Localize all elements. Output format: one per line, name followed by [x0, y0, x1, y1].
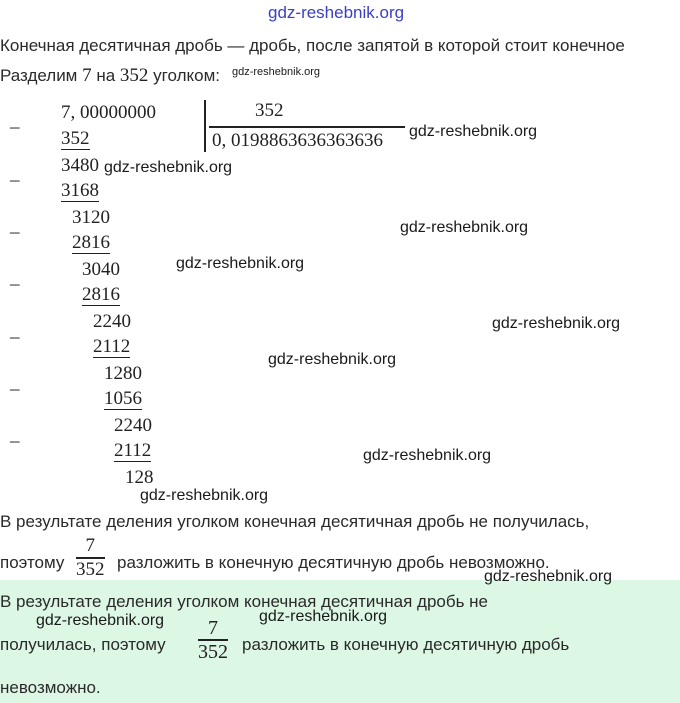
watermark: gdz-reshebnik.org — [492, 315, 621, 332]
divide-intro — [0, 66, 220, 86]
conclusion-fraction — [76, 535, 105, 581]
divide-prefix: Разделим — [0, 66, 78, 85]
conclusion-prefix: поэтому — [0, 553, 65, 572]
fraction-denominator: 352 — [198, 640, 228, 663]
quotient: 0, 0198863636363636 — [212, 130, 383, 151]
divisor-value: 352 — [119, 65, 149, 86]
subtracted-value: 352 — [61, 128, 90, 149]
subtracted-value: 2112 — [114, 440, 152, 461]
watermark: gdz-reshebnik.org — [363, 447, 492, 464]
remainder-value: 3120 — [72, 207, 110, 228]
divide-suffix: уголком: — [153, 66, 220, 85]
watermark: gdz-reshebnik.org — [259, 608, 388, 625]
minus-sign: _ — [10, 163, 20, 184]
subtracted-value: 2112 — [93, 336, 131, 357]
fraction-numerator: 7 — [85, 535, 95, 556]
divide-mid: на — [96, 66, 116, 85]
watermark: gdz-reshebnik.org — [268, 351, 397, 368]
fraction-denominator: 352 — [76, 558, 105, 580]
remainder-value: 2240 — [114, 415, 152, 436]
answer-line3: невозможно. — [0, 678, 101, 697]
minus-sign: _ — [10, 372, 20, 393]
watermark: gdz-reshebnik.org — [36, 612, 165, 629]
remainder-value: 3480 — [61, 155, 99, 176]
minus-sign: _ — [10, 424, 20, 445]
answer-fraction — [198, 617, 228, 663]
watermark-top: gdz-reshebnik.org — [268, 3, 405, 22]
watermark: gdz-reshebnik.org — [176, 255, 305, 272]
quotient-line — [209, 126, 405, 128]
watermark: gdz-reshebnik.org — [409, 123, 538, 140]
remainder-value: 2240 — [93, 311, 131, 332]
division-divisor: 352 — [255, 100, 284, 121]
subtracted-value: 2816 — [82, 284, 120, 305]
minus-sign: _ — [10, 320, 20, 341]
minus-sign: _ — [10, 215, 20, 236]
watermark: gdz-reshebnik.org — [484, 568, 613, 585]
dividend-expanded: 7, 00000000 — [61, 102, 156, 123]
fraction-numerator: 7 — [208, 617, 218, 639]
remainder-value: 1280 — [104, 363, 142, 384]
conclusion-suffix: разложить в конечную десятичную дробь невозможно. — [117, 553, 550, 572]
definition-text: Конечная десятичная дробь — дробь, после запятой в которой стоит конечное — [0, 36, 625, 55]
division-vertical-line — [204, 100, 206, 152]
final-remainder: 128 — [125, 467, 154, 488]
minus-sign: _ — [10, 110, 20, 131]
subtracted-value: 3168 — [61, 180, 99, 201]
answer-prefix: получилась, поэтому — [0, 635, 166, 654]
remainder-value: 3040 — [82, 259, 120, 280]
watermark: gdz-reshebnik.org — [400, 219, 529, 236]
subtracted-value: 2816 — [72, 232, 110, 253]
answer-suffix: разложить в конечную десятичную дробь — [242, 635, 570, 654]
subtracted-value: 1056 — [104, 388, 142, 409]
conclusion-line1: В результате деления уголком конечная десятичная дробь не получилась, — [0, 512, 590, 531]
watermark: gdz-reshebnik.org — [140, 487, 269, 504]
watermark: gdz-reshebnik.org — [104, 159, 233, 176]
watermark-small: gdz-reshebnik.org — [232, 66, 321, 78]
answer-line1: В результате деления уголком конечная десятичная дробь не — [0, 592, 489, 611]
dividend-value: 7 — [82, 65, 92, 86]
minus-sign: _ — [10, 267, 20, 288]
